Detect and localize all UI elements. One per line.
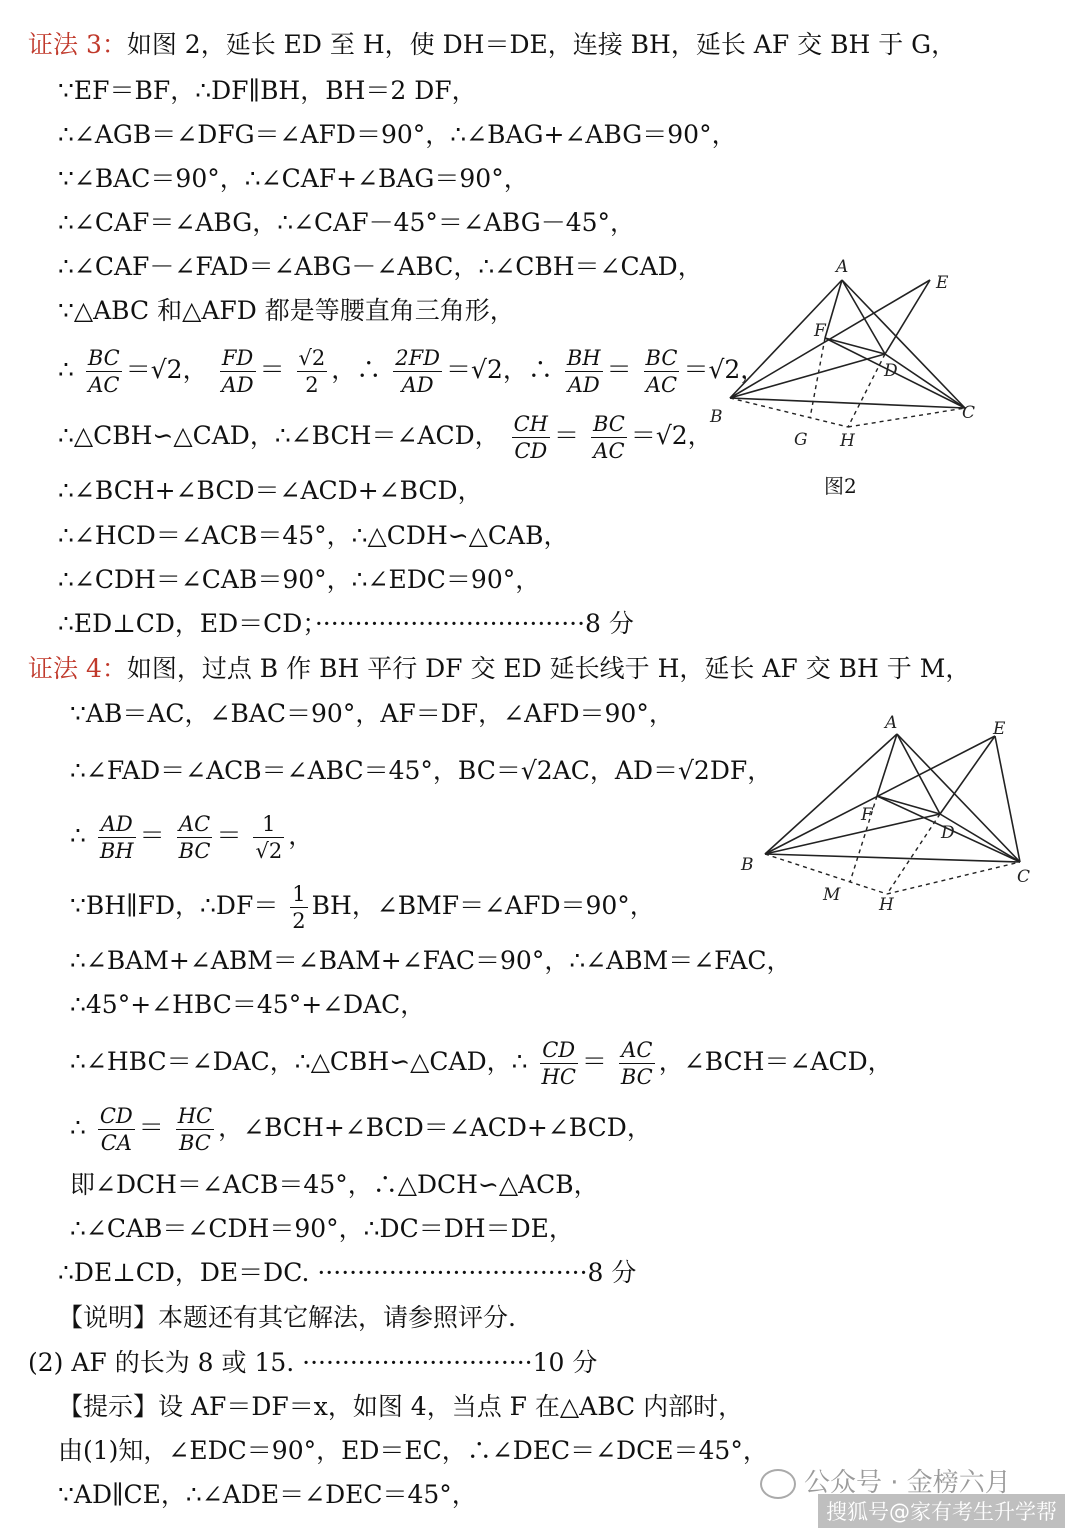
part2-answer: (2) AF 的长为 8 或 15. ·····························10 分 bbox=[28, 1348, 598, 1377]
proof4-similar-line-2 bbox=[70, 1100, 652, 1156]
denominator: AD bbox=[221, 373, 254, 397]
segment-ac bbox=[897, 734, 1020, 862]
segment-bc bbox=[730, 398, 965, 408]
fraction-hc-bc bbox=[176, 1103, 214, 1156]
proof3-line-10: ∴ED⊥CD，ED＝CD；··································8 分 bbox=[58, 609, 634, 638]
proof3-line-2: ∴∠AGB＝∠DFG＝∠AFD＝90°，∴∠BAG+∠ABG＝90°， bbox=[58, 120, 737, 149]
fraction-bc-ac-3 bbox=[591, 411, 627, 464]
prefix: ∴ bbox=[70, 821, 86, 850]
suffix: BH，∠BMF＝∠AFD＝90°， bbox=[311, 891, 655, 920]
fraction-ad-bh bbox=[98, 811, 136, 864]
figure-2-caption: 图2 bbox=[824, 474, 857, 498]
prefix: ∴ bbox=[58, 355, 74, 384]
proof4-line-2: ∴∠FAD＝∠ACB＝∠ABC＝45°，BC＝√2AC，AD＝√2DF， bbox=[70, 756, 773, 785]
numerator: BH bbox=[566, 346, 601, 370]
part2-hint: 【提示】设 AF＝DF＝x，如图 4，当点 F 在△ABC 内部时， bbox=[58, 1392, 744, 1421]
label-d: D bbox=[884, 361, 898, 381]
dashed-hc bbox=[848, 408, 965, 427]
numerator: AC bbox=[177, 811, 213, 838]
similar-text: ∴△CBH∽△CAD，∴∠BCH＝∠ACD， bbox=[58, 421, 500, 450]
part2-line-2: ∵AD∥CE，∴∠ADE＝∠DEC＝45°， bbox=[58, 1480, 477, 1509]
label-c: C bbox=[962, 403, 976, 423]
denominator: AD bbox=[567, 373, 600, 397]
segment-ac bbox=[842, 280, 965, 408]
equals-text: ＝ bbox=[138, 1113, 164, 1142]
equals-text: ＝ bbox=[606, 355, 632, 384]
proof3-line-5: ∴∠CAF－∠FAD＝∠ABG－∠ABC，∴∠CBH＝∠CAD， bbox=[58, 252, 703, 281]
proof4-ratio-line bbox=[70, 808, 313, 864]
fraction-1-2 bbox=[290, 881, 307, 934]
fraction-bh-ad bbox=[565, 345, 603, 398]
proof3-intro-line bbox=[28, 28, 956, 62]
proof3-line-1: ∵EF＝BF，∴DF∥BH，BH＝2 DF， bbox=[58, 76, 477, 105]
fraction-bc-ac bbox=[86, 345, 122, 398]
equals-text: ＝ bbox=[216, 821, 242, 850]
proof3-line-9: ∴∠CDH＝∠CAB＝90°，∴∠EDC＝90°， bbox=[58, 565, 541, 594]
segment-fd bbox=[825, 338, 885, 354]
proof4-line-7: ∴DE⊥CD，DE＝DC. ··································8 分 bbox=[58, 1258, 637, 1287]
similar-text: ∴∠HBC＝∠DAC，∴△CBH∽△CAD，∴ bbox=[70, 1047, 528, 1076]
segment-ec bbox=[995, 736, 1020, 862]
fraction-2fd-ad bbox=[393, 345, 442, 398]
proof3-title: 证法 3： bbox=[28, 30, 127, 59]
note-line: 【说明】本题还有其它解法，请参照评分. bbox=[58, 1303, 516, 1332]
segment-bd bbox=[765, 814, 940, 854]
part2-line-1: 由(1)知，∠EDC＝90°，ED＝EC，∴∠DEC＝∠DCE＝45°， bbox=[58, 1436, 768, 1465]
proof3-line-4: ∴∠CAF＝∠ABG，∴∠CAF－45°＝∠ABG－45°， bbox=[58, 208, 636, 237]
numerator: 1 bbox=[253, 811, 284, 838]
denominator: BH bbox=[99, 839, 134, 863]
label-d: D bbox=[941, 823, 955, 843]
numerator: 1 bbox=[292, 882, 306, 906]
equals-text: ＝√2， bbox=[125, 355, 208, 384]
equals-text: ＝√2，∴ bbox=[446, 355, 553, 384]
proof4-title: 证法 4： bbox=[28, 654, 127, 683]
proof3-intro: 如图 2，延长 ED 至 H，使 DH＝DE，连接 BH，延长 AF 交 BH 于 G， bbox=[126, 30, 957, 59]
fraction-ac-bc-2 bbox=[619, 1037, 655, 1090]
denominator: 2 bbox=[305, 373, 319, 397]
numerator: BC bbox=[592, 412, 625, 436]
figure-proof4-diagram bbox=[735, 712, 1035, 912]
denominator: AC bbox=[88, 373, 120, 397]
proof4-intro-line bbox=[28, 652, 970, 686]
watermark-text: 公众号 · 金榜六月 bbox=[804, 1468, 1011, 1498]
denominator: AC bbox=[593, 439, 625, 463]
proof4-intro: 如图，过点 B 作 BH 平行 DF 交 ED 延长线于 H，延长 AF 交 BH 于 M， bbox=[126, 654, 971, 683]
numerator: BC bbox=[87, 346, 120, 370]
label-f: F bbox=[861, 805, 873, 825]
fraction-ch-cd bbox=[512, 411, 550, 464]
proof3-line-3: ∵∠BAC＝90°，∴∠CAF+∠BAG＝90°， bbox=[58, 164, 529, 193]
end-text: ， bbox=[288, 821, 314, 850]
denominator: BC bbox=[178, 1131, 211, 1155]
separator-text: ，∴ bbox=[331, 355, 382, 384]
equals-text: ＝√2， bbox=[683, 355, 766, 384]
equals-text: ＝ bbox=[259, 355, 285, 384]
equals-text: ＝ bbox=[139, 821, 165, 850]
label-c: C bbox=[1017, 867, 1031, 887]
numerator: FD bbox=[220, 345, 256, 372]
wechat-icon bbox=[760, 1469, 796, 1499]
label-m: M bbox=[823, 885, 841, 905]
fraction-ac-bc bbox=[177, 811, 213, 864]
proof4-half-line bbox=[70, 878, 655, 934]
numerator: CH bbox=[513, 412, 548, 436]
segment-ad bbox=[897, 734, 940, 814]
equals-text: ＝ bbox=[581, 1047, 607, 1076]
segment-bc bbox=[765, 854, 1020, 862]
prefix: ∴ bbox=[70, 1113, 86, 1142]
label-a: A bbox=[885, 713, 898, 733]
label-h: H bbox=[840, 431, 855, 451]
proof4-line-6: ∴∠CAB＝∠CDH＝90°，∴DC＝DH＝DE， bbox=[70, 1214, 574, 1243]
denominator: √2 bbox=[255, 839, 283, 863]
segment-de bbox=[885, 280, 930, 354]
proof4-line-4: ∴45°+∠HBC＝45°+∠DAC， bbox=[70, 990, 426, 1019]
numerator: BC bbox=[645, 346, 678, 370]
equals-text: ＝ bbox=[553, 421, 579, 450]
fraction-1-root2 bbox=[253, 811, 284, 864]
denominator: BC bbox=[620, 1065, 653, 1089]
denominator: AD bbox=[401, 373, 434, 397]
numerator: CD bbox=[99, 1104, 133, 1128]
numerator: CD bbox=[540, 1037, 578, 1064]
proof3-fraction-line bbox=[58, 342, 765, 398]
denominator: HC bbox=[541, 1065, 576, 1089]
end-text: ，∠BCH＝∠ACD， bbox=[658, 1047, 893, 1076]
denominator: CA bbox=[100, 1131, 132, 1155]
segment-be bbox=[765, 736, 995, 854]
denominator: AC bbox=[645, 373, 678, 397]
sohu-credit: 搜狐号@家有考生升学帮 bbox=[818, 1494, 1065, 1528]
fraction-cd-ca bbox=[98, 1103, 135, 1156]
proof3-line-8: ∴∠HCD＝∠ACB＝45°，∴△CDH∽△CAB， bbox=[58, 521, 569, 550]
numerator: 2FD bbox=[395, 346, 441, 370]
proof3-similar-line bbox=[58, 408, 713, 464]
numerator: AD bbox=[98, 811, 136, 838]
end-text: ，∠BCH+∠BCD＝∠ACD+∠BCD， bbox=[218, 1113, 652, 1142]
label-a: A bbox=[836, 257, 849, 277]
prefix: ∵BH∥FD，∴DF＝ bbox=[70, 891, 279, 920]
label-g: G bbox=[794, 430, 808, 450]
proof4-line-1: ∵AB＝AC，∠BAC＝90°，AF＝DF，∠AFD＝90°， bbox=[70, 699, 674, 728]
label-e: E bbox=[993, 719, 1006, 739]
label-b: B bbox=[710, 407, 723, 427]
denominator: CD bbox=[514, 439, 548, 463]
proof4-similar-line bbox=[70, 1034, 893, 1090]
fraction-fd-ad bbox=[220, 345, 256, 398]
fraction-bc-ac-2 bbox=[644, 345, 680, 398]
denominator: 2 bbox=[292, 909, 306, 933]
numerator: HC bbox=[177, 1104, 213, 1128]
segment-de bbox=[940, 736, 995, 814]
label-e: E bbox=[936, 273, 949, 293]
label-f: F bbox=[814, 321, 826, 341]
proof3-line-7: ∴∠BCH+∠BCD＝∠ACD+∠BCD， bbox=[58, 476, 483, 505]
label-b: B bbox=[741, 855, 754, 875]
numerator: √2 bbox=[298, 346, 326, 370]
numerator: AC bbox=[619, 1037, 655, 1064]
dashed-hc bbox=[887, 862, 1020, 894]
fraction-cd-hc bbox=[540, 1037, 578, 1090]
proof3-line-6: ∵△ABC 和△AFD 都是等腰直角三角形， bbox=[58, 296, 515, 325]
denominator: BC bbox=[178, 839, 211, 863]
proof4-line-5: 即∠DCH＝∠ACB＝45°，∴△DCH∽△ACB， bbox=[70, 1170, 599, 1199]
dashed-dh bbox=[887, 814, 940, 894]
equals-text: ＝√2， bbox=[630, 421, 713, 450]
proof4-line-3: ∴∠BAM+∠ABM＝∠BAM+∠FAC＝90°，∴∠ABM＝∠FAC， bbox=[70, 946, 792, 975]
label-h: H bbox=[879, 895, 894, 912]
segment-bd bbox=[730, 354, 885, 398]
fraction-root2-2 bbox=[297, 345, 328, 398]
figure-2-diagram bbox=[700, 252, 980, 452]
